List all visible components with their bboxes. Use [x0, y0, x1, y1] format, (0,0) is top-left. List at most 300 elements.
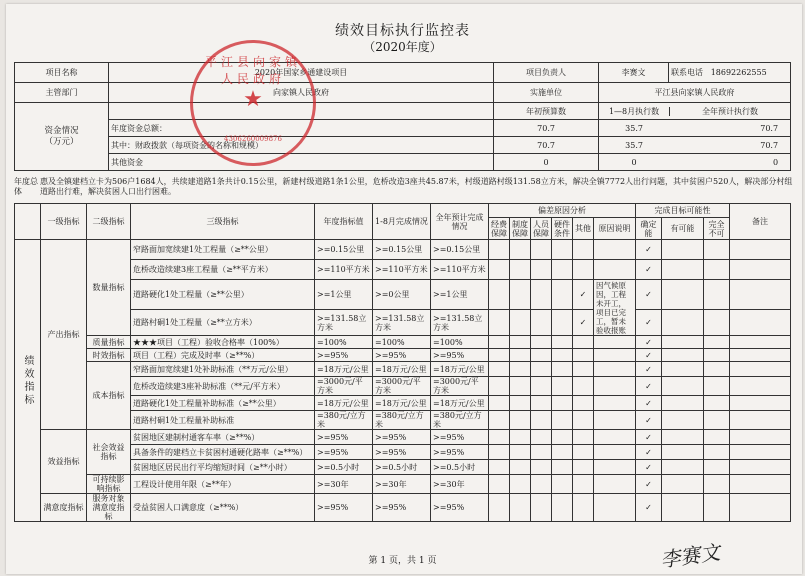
performance-label: 绩效指标: [15, 240, 41, 522]
dev-note-cell: [594, 349, 636, 362]
col-jan-aug: 1-8月完成情况: [373, 204, 431, 240]
indicator-name: 道路村硐1处工程量补助标准: [131, 411, 315, 430]
official-stamp: [190, 40, 316, 166]
dev-other-cell: [573, 280, 594, 310]
dev-note-cell: [594, 430, 636, 445]
funds-col-full: 全年预计执行数: [702, 106, 759, 116]
indicator-full: >=95%: [431, 430, 489, 445]
document-subtitle: （2020年度）: [363, 40, 442, 54]
indicator-annual: =18万元/公里: [315, 396, 373, 411]
check-mark-icon: ✓: [645, 350, 652, 360]
funds-row-other-initial: 0: [494, 154, 599, 171]
executor-label: 实施单位: [494, 83, 599, 103]
indicator-name: 项目（工程）完成及时率（≥**%）: [131, 349, 315, 362]
indicator-name: ★★★项目（工程）验收合格率（100%）: [131, 336, 315, 349]
feas-sure-cell: [636, 377, 662, 396]
dev-cell: [531, 475, 552, 494]
check-mark-icon: ✓: [645, 265, 652, 274]
indicator-annual: >=95%: [315, 445, 373, 460]
col-dev-hardware: 硬件条件: [552, 218, 573, 240]
col-dev-funds: 经费保障: [489, 218, 510, 240]
dev-cell: [552, 260, 573, 280]
dev-note-cell: [594, 411, 636, 430]
dev-cell: [531, 396, 552, 411]
funds-row-total-initial: 70.7: [494, 120, 599, 137]
indicator-jan-aug: >=95%: [373, 430, 431, 445]
dev-cell: [552, 362, 573, 377]
dev-note-cell: [594, 260, 636, 280]
indicator-row: [15, 377, 791, 396]
dev-note-cell: [594, 445, 636, 460]
remarks-cell: [730, 445, 791, 460]
header-table: [14, 62, 791, 171]
col-feas-maybe: 有可能: [662, 218, 704, 240]
indicator-jan-aug: =380元/立方米: [373, 411, 431, 430]
dev-cell: [489, 377, 510, 396]
indicator-annual: >=1公里: [315, 280, 373, 310]
feas-sure-cell: [636, 310, 662, 336]
indicator-row: [15, 460, 791, 475]
dev-cell: [510, 430, 531, 445]
dev-cell: [510, 460, 531, 475]
funds-row-total-janaug: 35.7: [625, 123, 643, 133]
perf-corner: [15, 204, 41, 240]
funds-row-fiscal-initial: 70.7: [494, 137, 599, 154]
check-mark-icon: ✓: [645, 245, 652, 254]
dev-cell: [489, 411, 510, 430]
dev-cell: [510, 475, 531, 494]
dev-cell: [552, 240, 573, 260]
level2-social: 社会效益指标: [87, 430, 131, 475]
dev-cell: [552, 445, 573, 460]
dev-cell: [531, 494, 552, 522]
level2-quantity: 数量指标: [87, 240, 131, 336]
check-mark-icon: ✓: [579, 290, 587, 299]
stamp-number: 4306260009876: [224, 135, 282, 143]
dev-note-cell: [594, 396, 636, 411]
feas-sure-cell: [636, 430, 662, 445]
feas-maybe-cell: [662, 445, 704, 460]
feas-sure-cell: [636, 362, 662, 377]
feas-no-cell: [704, 411, 730, 430]
dev-cell: [510, 260, 531, 280]
funds-row-total-split: [599, 120, 791, 137]
dev-cell: [489, 310, 510, 336]
check-mark-icon: ✓: [645, 364, 652, 374]
indicator-jan-aug: >=0.5小时: [373, 460, 431, 475]
feas-maybe-cell: [662, 362, 704, 377]
dev-cell: [510, 396, 531, 411]
funds-row-other-split: [599, 154, 791, 171]
dev-note-cell: [594, 362, 636, 377]
level2-service: 服务对象满意度指标: [87, 494, 131, 522]
overview-text: 惠及全镇建档立卡为506户1684人，共续建道路1条共计0.15公里，新建村级道路1条1公里，危桥改造3座共45.87米，村级道路村级131.58立方米，解决全镇7772人出行问题，其中贫困户520人，解决部分村组道路出行难，解决贫困人口出行困难。: [40, 177, 793, 196]
feas-no-cell: [704, 475, 730, 494]
dev-note-cell: [594, 475, 636, 494]
dev-cell: [489, 430, 510, 445]
check-mark-icon: ✓: [645, 447, 652, 457]
funds-row-fiscal-split: [599, 137, 791, 154]
feas-sure-cell: [636, 336, 662, 349]
indicator-jan-aug: =18万元/公里: [373, 396, 431, 411]
dev-cell: [552, 430, 573, 445]
dev-cell: [531, 460, 552, 475]
dev-cell: [531, 280, 552, 310]
indicator-row: [15, 240, 791, 260]
dev-other-cell: [573, 411, 594, 430]
indicator-annual: >=95%: [315, 430, 373, 445]
feas-maybe-cell: [662, 411, 704, 430]
dev-cell: [489, 460, 510, 475]
signature: 李赛文: [658, 539, 722, 573]
dev-note-cell: [594, 494, 636, 522]
col-level2: 二级指标: [87, 204, 131, 240]
dev-cell: [489, 362, 510, 377]
indicator-jan-aug: >=95%: [373, 494, 431, 522]
project-name-value: 2020年国家乡通建设项目: [109, 63, 494, 83]
col-dev-system: 制度保障: [510, 218, 531, 240]
indicator-full: >=110平方米: [431, 260, 489, 280]
check-mark-icon: ✓: [645, 479, 652, 489]
project-name-label: 项目名称: [15, 63, 109, 83]
feas-no-cell: [704, 362, 730, 377]
funds-row-total-label: 年度资金总额：: [109, 120, 494, 137]
dev-cell: [552, 411, 573, 430]
feas-sure-cell: [636, 260, 662, 280]
col-deviation: 偏差原因分析: [489, 204, 636, 218]
dev-other-cell: [573, 260, 594, 280]
col-remarks: 备注: [730, 204, 791, 240]
check-mark-icon: ✓: [645, 415, 652, 425]
feas-sure-cell: [636, 240, 662, 260]
dev-cell: [552, 310, 573, 336]
dev-cell: [510, 310, 531, 336]
indicator-name: 危桥改造续建3座补助标准（**元/平方米）: [131, 377, 315, 396]
indicator-name: 道路硬化1处工程量（≥**公里）: [131, 280, 315, 310]
feas-no-cell: [704, 260, 730, 280]
funds-row-other-full: 0: [772, 157, 779, 167]
dev-other-cell: [573, 377, 594, 396]
feas-maybe-cell: [662, 430, 704, 445]
dev-cell: [489, 280, 510, 310]
stamp-star-icon: ★: [243, 87, 263, 112]
indicator-row: [15, 280, 791, 310]
funds-row-fiscal-janaug: 35.7: [625, 140, 643, 150]
dev-note-cell: [594, 460, 636, 475]
manager-label: 项目负责人: [494, 63, 599, 83]
col-full-year: 全年预计完成情况: [431, 204, 489, 240]
dev-cell: [552, 460, 573, 475]
indicator-table: [14, 203, 791, 522]
dev-cell: [531, 445, 552, 460]
feas-sure-cell: [636, 411, 662, 430]
feas-no-cell: [704, 240, 730, 260]
feas-maybe-cell: [662, 336, 704, 349]
indicator-name: 窄路面加宽续建1处补助标准（**万元/公里）: [131, 362, 315, 377]
level1-benefit: 效益指标: [41, 430, 87, 494]
indicator-full: >=0.5小时: [431, 460, 489, 475]
dev-cell: [510, 377, 531, 396]
col-level3: 三级指标: [131, 204, 315, 240]
indicator-full: =18万元/公里: [431, 396, 489, 411]
remarks-cell: [730, 349, 791, 362]
funds-label: 资金情况 （万元）: [15, 103, 109, 171]
indicator-row: [15, 310, 791, 336]
dev-cell: [552, 280, 573, 310]
remarks-cell: [730, 336, 791, 349]
col-level1: 一级指标: [41, 204, 87, 240]
indicator-full: >=95%: [431, 349, 489, 362]
indicator-full: =380元/立方米: [431, 411, 489, 430]
manager-value: 李赛文: [599, 63, 669, 83]
dev-other-cell: [573, 240, 594, 260]
dev-cell: [531, 430, 552, 445]
check-mark-icon: ✓: [645, 503, 652, 512]
dev-cell: [489, 475, 510, 494]
dev-other-cell: [573, 396, 594, 411]
page-footer: 第 1 页，共 1 页: [368, 556, 437, 566]
level2-timeliness: 时效指标: [87, 349, 131, 362]
funds-row-fiscal-label: 其中：财政拨款（每项资金的名称和规模）: [109, 137, 494, 154]
indicator-full: >=30年: [431, 475, 489, 494]
feas-no-cell: [704, 494, 730, 522]
indicator-jan-aug: >=110平方米: [373, 260, 431, 280]
dev-cell: [510, 349, 531, 362]
indicator-jan-aug: >=0公里: [373, 280, 431, 310]
dev-other-cell: [573, 494, 594, 522]
indicator-name: 道路硬化1处工程量补助标准（≥**公里）: [131, 396, 315, 411]
level2-cost: 成本指标: [87, 362, 131, 430]
indicator-name: 贫困地区建制村通客车率（≥**%）: [131, 430, 315, 445]
dev-cell: [510, 362, 531, 377]
indicator-name: 具备条件的建档立卡贫困村通硬化路率（≥**%）: [131, 445, 315, 460]
dev-cell: [531, 260, 552, 280]
indicator-annual: >=95%: [315, 494, 373, 522]
dev-cell: [531, 336, 552, 349]
col-dev-staff: 人员保障: [531, 218, 552, 240]
dev-other-cell: [573, 475, 594, 494]
feas-maybe-cell: [662, 240, 704, 260]
remarks-cell: [730, 240, 791, 260]
check-mark-icon: ✓: [645, 318, 652, 327]
col-feas-sure: 确定能: [636, 218, 662, 240]
feas-maybe-cell: [662, 280, 704, 310]
funds-col-split: [599, 103, 791, 120]
dev-note-cell: [594, 240, 636, 260]
indicator-annual: >=95%: [315, 349, 373, 362]
funds-row-other-janaug: 0: [631, 157, 637, 167]
funds-row-total-full: 70.7: [760, 123, 779, 133]
dev-other-cell: [573, 430, 594, 445]
remarks-cell: [730, 460, 791, 475]
indicator-full: >=95%: [431, 494, 489, 522]
indicator-jan-aug: >=0.15公里: [373, 240, 431, 260]
col-dev-other: 其他: [573, 218, 594, 240]
executor-value: 平江县向家镇人民政府: [599, 83, 791, 103]
indicator-annual: >=0.15公里: [315, 240, 373, 260]
feas-no-cell: [704, 349, 730, 362]
indicator-annual: =380元/立方米: [315, 411, 373, 430]
indicator-annual: =100%: [315, 336, 373, 349]
feas-maybe-cell: [662, 396, 704, 411]
deviation-note: 因气候原因，工程未开工，项目已完工，暂未验收报账: [594, 280, 636, 336]
indicator-row: [15, 411, 791, 430]
level2-sustain: 可持续影响指标: [87, 475, 131, 494]
dev-cell: [510, 336, 531, 349]
indicator-row: [15, 445, 791, 460]
indicator-full: =3000元/平方米: [431, 377, 489, 396]
indicator-annual: =3000元/平方米: [315, 377, 373, 396]
indicator-row: [15, 336, 791, 349]
indicator-jan-aug: >=30年: [373, 475, 431, 494]
check-mark-icon: ✓: [645, 432, 652, 442]
dev-other-cell: [573, 310, 594, 336]
indicator-name: 道路村硐1处工程量（≥**立方米）: [131, 310, 315, 336]
indicator-jan-aug: =18万元/公里: [373, 362, 431, 377]
indicator-row: [15, 260, 791, 280]
feas-sure-cell: [636, 396, 662, 411]
indicator-row: [15, 349, 791, 362]
col-annual: 年度指标值: [315, 204, 373, 240]
indicator-full: >=131.58立方米: [431, 310, 489, 336]
dev-cell: [489, 349, 510, 362]
indicator-jan-aug: =100%: [373, 336, 431, 349]
feas-sure-cell: [636, 494, 662, 522]
dev-cell: [531, 349, 552, 362]
dev-cell: [510, 411, 531, 430]
indicator-jan-aug: >=131.58立方米: [373, 310, 431, 336]
remarks-cell: [730, 494, 791, 522]
check-mark-icon: ✓: [579, 318, 587, 327]
indicator-jan-aug: >=95%: [373, 349, 431, 362]
authority-label: 主管部门: [15, 83, 109, 103]
feas-sure-cell: [636, 475, 662, 494]
level1-output: 产出指标: [41, 240, 87, 430]
feas-no-cell: [704, 396, 730, 411]
funds-row-other-label: 其他资金: [109, 154, 494, 171]
phone-value: 18692262555: [710, 68, 767, 77]
remarks-cell: [730, 411, 791, 430]
feas-no-cell: [704, 445, 730, 460]
indicator-full: >=0.15公里: [431, 240, 489, 260]
indicator-annual: >=30年: [315, 475, 373, 494]
dev-note-cell: [594, 336, 636, 349]
indicator-name: 危桥改造续建3座工程量（≥**平方米）: [131, 260, 315, 280]
check-mark-icon: ✓: [645, 337, 652, 347]
indicator-annual: >=0.5小时: [315, 460, 373, 475]
indicator-annual: >=110平方米: [315, 260, 373, 280]
feas-no-cell: [704, 310, 730, 336]
feas-maybe-cell: [662, 460, 704, 475]
check-mark-icon: ✓: [645, 290, 652, 299]
remarks-cell: [730, 475, 791, 494]
indicator-full: >=95%: [431, 445, 489, 460]
indicator-row: [15, 494, 791, 522]
dev-cell: [552, 494, 573, 522]
feas-no-cell: [704, 377, 730, 396]
dev-cell: [531, 362, 552, 377]
indicator-full: =100%: [431, 336, 489, 349]
dev-cell: [489, 260, 510, 280]
feas-maybe-cell: [662, 349, 704, 362]
level2-quality: 质量指标: [87, 336, 131, 349]
indicator-annual: >=131.58立方米: [315, 310, 373, 336]
overview-label: 年度总体: [14, 177, 38, 196]
feas-maybe-cell: [662, 310, 704, 336]
col-feas-no: 完全不可: [704, 218, 730, 240]
remarks-cell: [730, 362, 791, 377]
feas-no-cell: [704, 280, 730, 310]
authority-value: 向家镇人民政府: [109, 83, 494, 103]
dev-cell: [510, 240, 531, 260]
dev-cell: [552, 349, 573, 362]
remarks-cell: [730, 377, 791, 396]
feas-sure-cell: [636, 460, 662, 475]
indicator-full: >=1公里: [431, 280, 489, 310]
indicator-row: [15, 362, 791, 377]
funds-row-fiscal-full: 70.7: [760, 140, 779, 150]
dev-other-cell: [573, 362, 594, 377]
remarks-cell: [730, 260, 791, 280]
feas-no-cell: [704, 336, 730, 349]
dev-cell: [489, 336, 510, 349]
feas-maybe-cell: [662, 260, 704, 280]
phone-label: 联系电话: [671, 68, 704, 77]
dev-other-cell: [573, 445, 594, 460]
phone-cell: [669, 63, 791, 83]
dev-other-cell: [573, 336, 594, 349]
col-dev-note: 原因说明: [594, 218, 636, 240]
feas-maybe-cell: [662, 494, 704, 522]
level1-satisfaction: 满意度指标: [41, 494, 87, 522]
remarks-cell: [730, 396, 791, 411]
document-title: 绩效目标执行监控表: [335, 23, 470, 39]
indicator-row: [15, 430, 791, 445]
indicator-name: 窄路面加宽续建1处工程量（≥**公里）: [131, 240, 315, 260]
indicator-annual: =18万元/公里: [315, 362, 373, 377]
dev-other-cell: [573, 349, 594, 362]
feas-sure-cell: [636, 349, 662, 362]
remarks-cell: [730, 310, 791, 336]
dev-cell: [552, 336, 573, 349]
dev-cell: [531, 240, 552, 260]
indicator-row: [15, 475, 791, 494]
dev-cell: [531, 310, 552, 336]
indicator-row: [15, 396, 791, 411]
dev-cell: [531, 377, 552, 396]
check-mark-icon: ✓: [645, 381, 652, 391]
remarks-cell: [730, 430, 791, 445]
dev-cell: [489, 494, 510, 522]
dev-cell: [489, 445, 510, 460]
dev-cell: [552, 475, 573, 494]
funds-col-initial: 年初预算数: [494, 103, 599, 120]
dev-other-cell: [573, 460, 594, 475]
indicator-name: 工程设计使用年限（≥**年）: [131, 475, 315, 494]
dev-cell: [489, 396, 510, 411]
dev-cell: [510, 494, 531, 522]
dev-cell: [531, 411, 552, 430]
indicator-jan-aug: =3000元/平方米: [373, 377, 431, 396]
dev-cell: [510, 445, 531, 460]
feas-sure-cell: [636, 280, 662, 310]
indicator-name: 贫困地区居民出行平均缩短时间（≥**小时）: [131, 460, 315, 475]
dev-cell: [510, 280, 531, 310]
dev-cell: [489, 240, 510, 260]
remarks-cell: [730, 280, 791, 310]
dev-note-cell: [594, 377, 636, 396]
funds-col-jan-aug: 1—8月执行数: [599, 107, 670, 116]
